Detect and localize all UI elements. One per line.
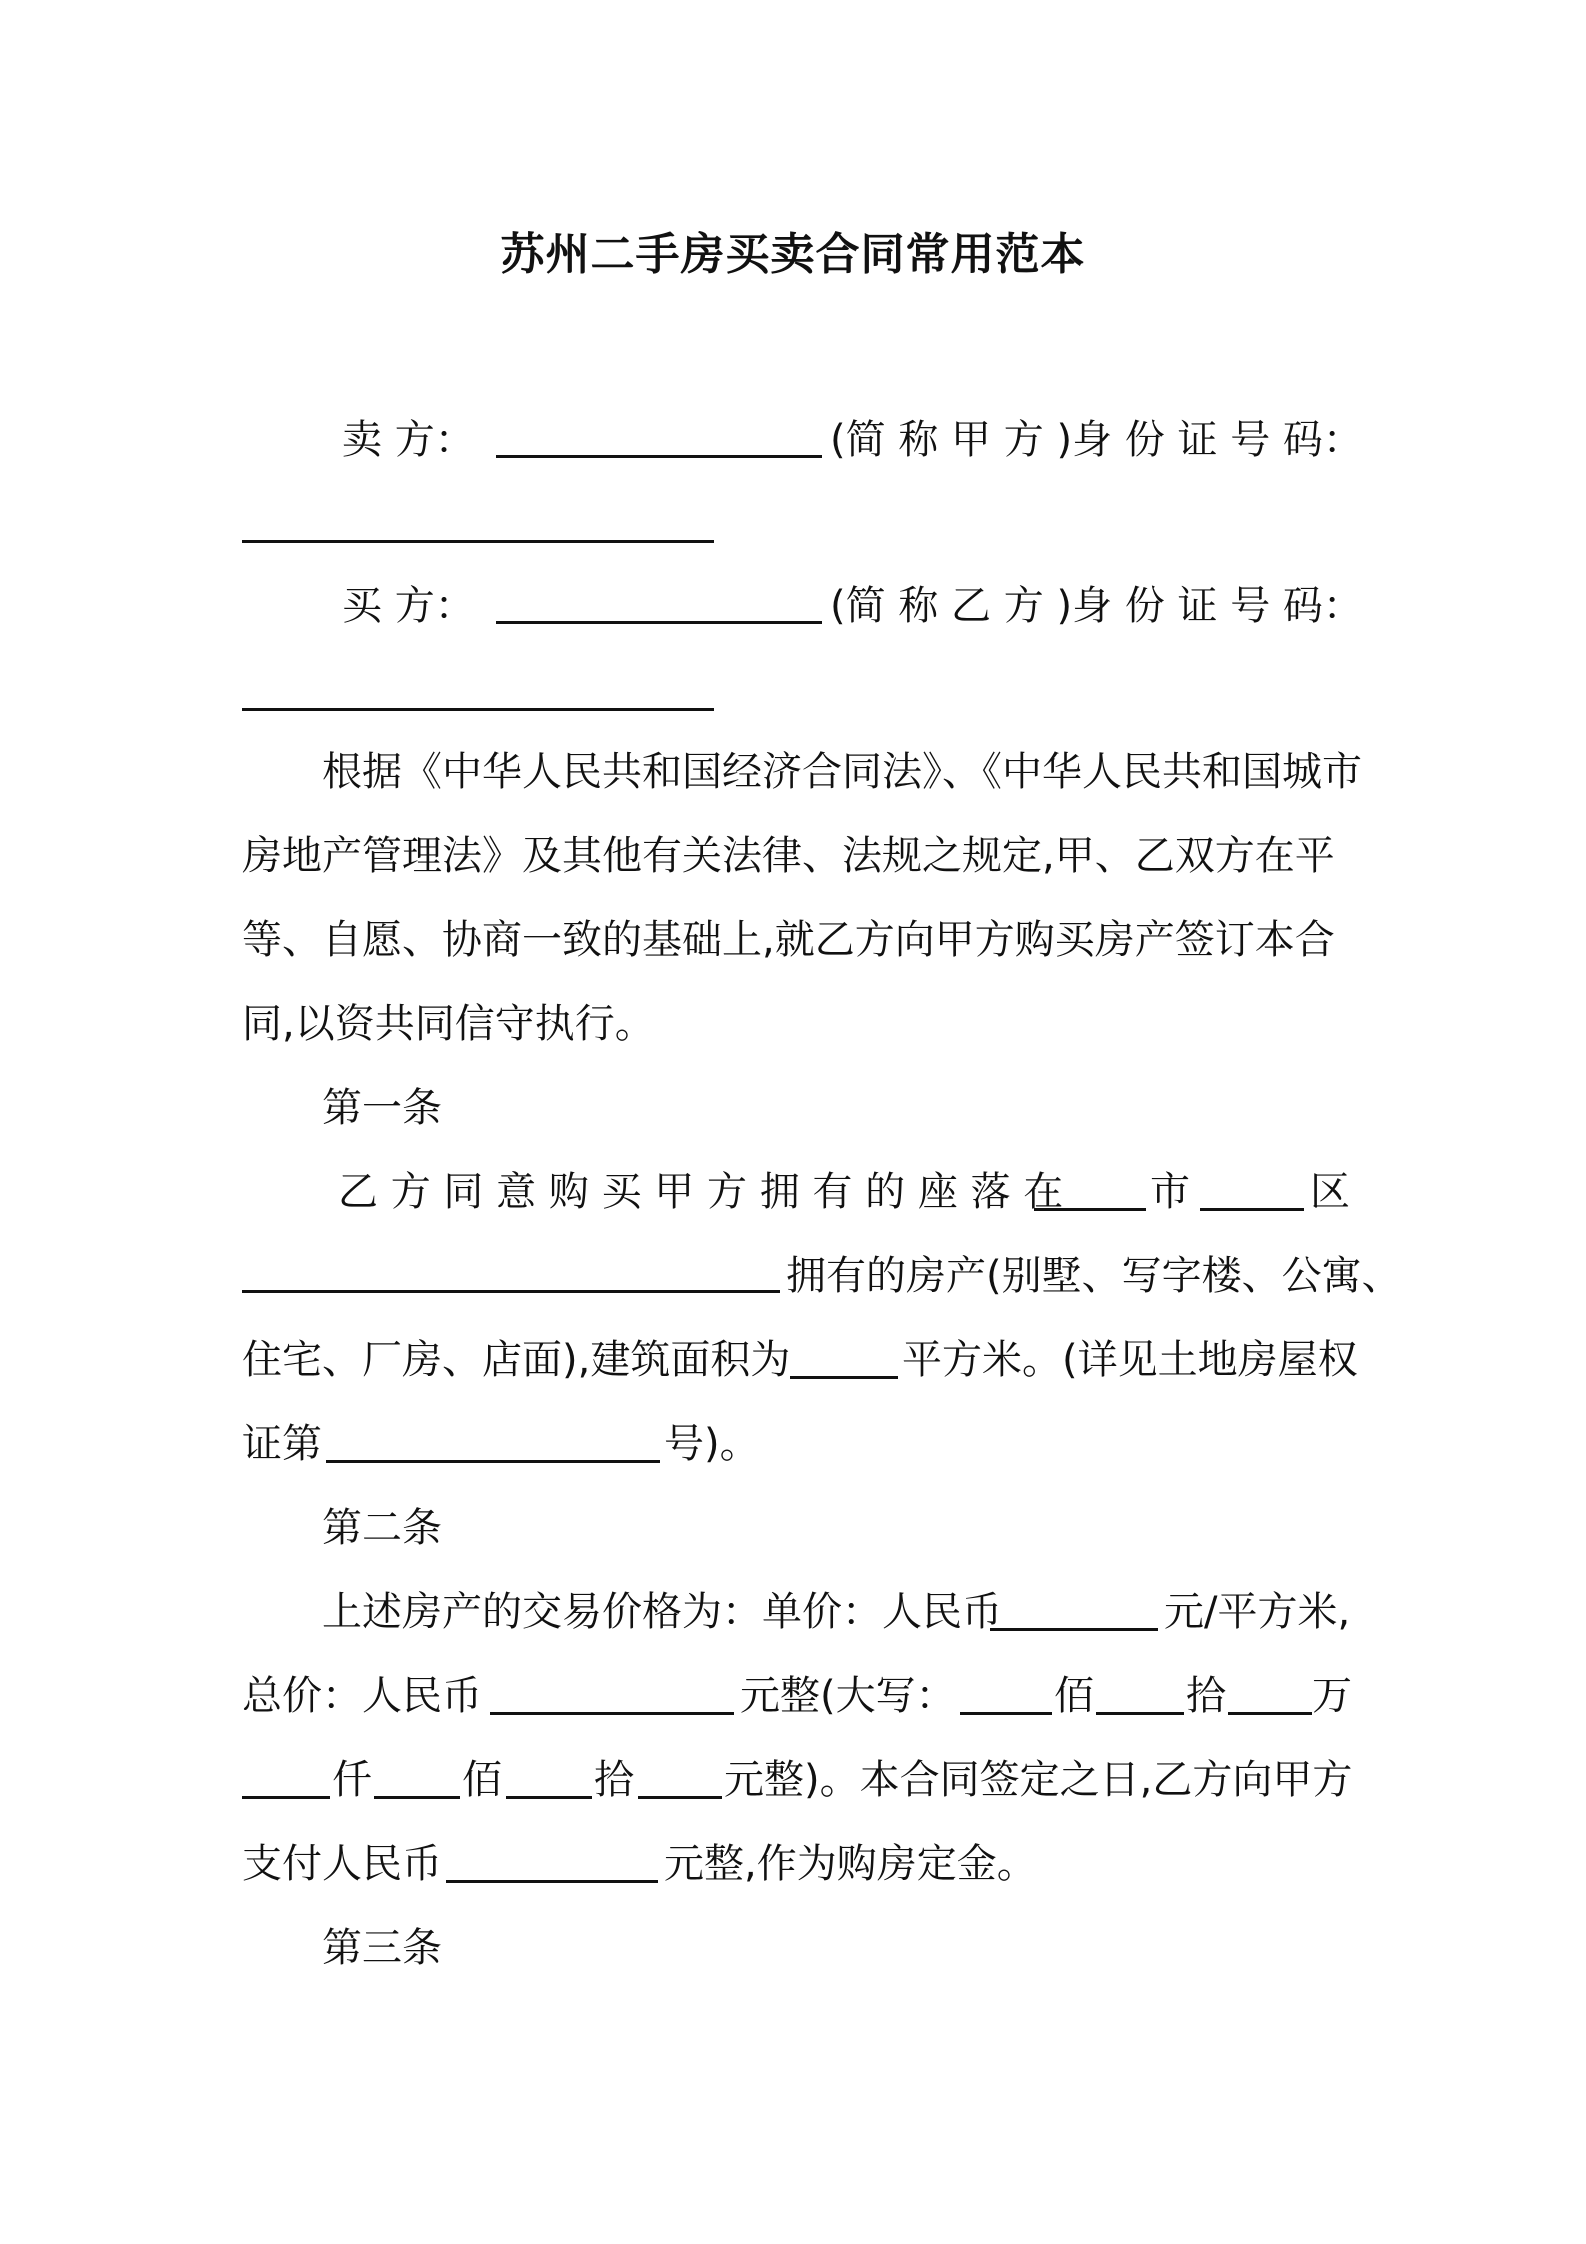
area-text: 住宅、厂房、店面),建筑面积为 (242, 1337, 791, 1383)
deposit-blank (446, 1846, 658, 1883)
property-type-text: 拥有的房产(别墅、写字楼、公寓、 (786, 1253, 1402, 1299)
shi-wan-blank (1096, 1678, 1184, 1715)
bai-wan-blank (960, 1678, 1052, 1715)
buyer-id-blank (242, 708, 714, 711)
seller-id-label: (简 称 甲 方 )身 份 证 号 码： (830, 417, 1363, 463)
deposit-text: 支付人民币 (242, 1841, 442, 1887)
preamble-line-1: 根据《中华人民共和国经济合同法》、《中华人民共和国城市 (322, 749, 1362, 795)
district-label: 区 (1310, 1169, 1350, 1215)
article-1-location-text: 乙 方 同 意 购 买 甲 方 拥 有 的 座 落 在 (338, 1169, 1064, 1215)
buyer-id-label: (简 称 乙 方 )身 份 证 号 码： (830, 583, 1363, 629)
seller-name-blank (496, 421, 822, 458)
deposit-date-text: 元整)。本合同签定之日,乙方向甲方 (724, 1757, 1353, 1803)
preamble-line-4: 同,以资共同信守执行。 (242, 1001, 655, 1047)
wan-blank (1228, 1678, 1312, 1715)
document-title: 苏州二手房买卖合同常用范本 (500, 229, 1086, 280)
total-price-blank (490, 1678, 734, 1715)
shi-blank (506, 1762, 592, 1799)
unit-price-unit: 元/平方米, (1164, 1589, 1351, 1635)
address-blank (242, 1290, 780, 1293)
preamble-line-2: 房地产管理法》及其他有关法律、法规之规定,甲、乙双方在平 (242, 833, 1335, 879)
preamble-line-3: 等、自愿、协商一致的基础上,就乙方向甲方购买房产签订本合 (242, 917, 1335, 963)
article-3-heading: 第三条 (322, 1925, 442, 1971)
certificate-blank (326, 1426, 660, 1463)
bai-label: 佰 (1054, 1673, 1094, 1719)
article-1-heading: 第一条 (322, 1085, 442, 1131)
shi-label-2: 拾 (594, 1757, 634, 1803)
bai-label-2: 佰 (462, 1757, 502, 1803)
qian-blank (242, 1762, 330, 1799)
shi-label: 拾 (1186, 1673, 1226, 1719)
seller-id-blank (242, 540, 714, 543)
wan-label: 万 (1312, 1673, 1352, 1719)
article-2-heading: 第二条 (322, 1505, 442, 1551)
qian-label: 仟 (332, 1757, 372, 1803)
buyer-label: 买 方： (342, 583, 475, 629)
yuan-blank (638, 1762, 722, 1799)
buyer-name-blank (496, 587, 822, 624)
area-blank (790, 1342, 898, 1379)
certificate-label: 证第 (242, 1421, 322, 1467)
area-unit-text: 平方米。(详见土地房屋权 (902, 1337, 1358, 1383)
unit-price-blank (990, 1594, 1158, 1631)
city-label: 市 (1150, 1169, 1190, 1215)
unit-price-text: 上述房产的交易价格为：单价：人民币 (322, 1589, 1002, 1635)
city-blank (1034, 1174, 1146, 1211)
total-price-text: 总价：人民币 (242, 1673, 482, 1719)
certificate-tail: 号)。 (664, 1421, 760, 1467)
deposit-tail: 元整,作为购房定金。 (664, 1841, 1037, 1887)
seller-label: 卖 方： (342, 417, 475, 463)
total-price-caps-label: 元整(大写： (740, 1673, 956, 1719)
bai-blank (374, 1762, 460, 1799)
district-blank (1200, 1174, 1304, 1211)
